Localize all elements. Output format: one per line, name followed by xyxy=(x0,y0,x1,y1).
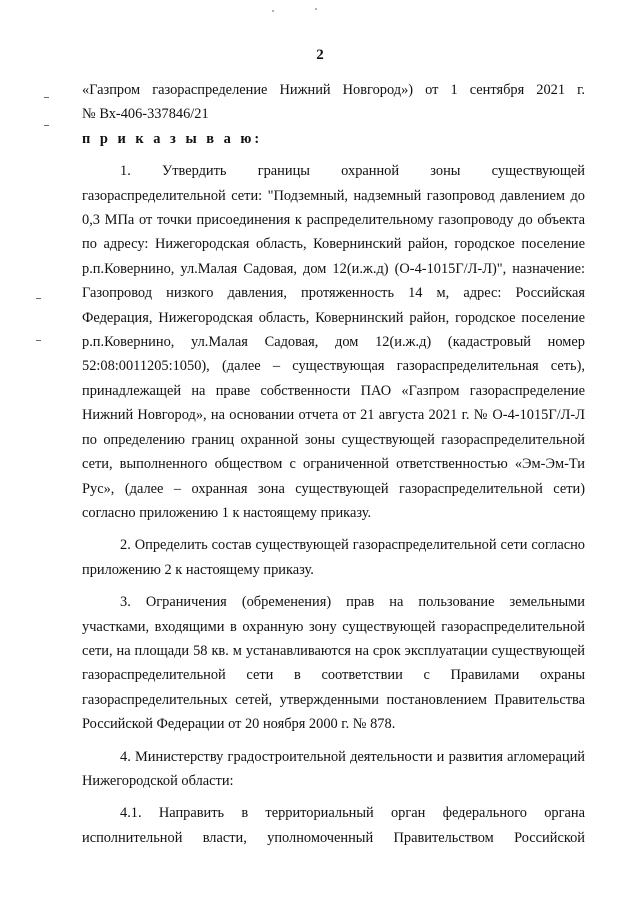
margin-mark xyxy=(44,97,49,98)
margin-mark xyxy=(36,298,41,299)
paragraph-4-1: 4.1. Направить в территориальный орган федерального органа исполнительной власти, уполномоченный Правительством Российской xyxy=(82,805,585,846)
paragraph-4: 4. Министерству градостроительной деятельности и развития агломераций Нижегородской области: xyxy=(82,748,585,789)
paragraph-3: 3. Ограничения (обременения) прав на пользование земельными участками, входящими в охранную зону существующей газораспределительной сети, на площади 58 кв. м устанавливаются на срок эксплуатации существующей газораспределительной сети в соответствии с Правилами охраны газораспределительных сетей, утвержденными постановлением Правительства Российской Федерации от 20 ноября 2000 г. № 878. xyxy=(82,594,585,733)
page-number: 2 xyxy=(316,47,324,63)
scan-speck xyxy=(315,8,317,10)
margin-mark xyxy=(44,125,49,126)
document-body xyxy=(82,78,585,850)
order-word: п р и к а з ы в а ю: xyxy=(82,130,263,147)
margin-mark xyxy=(36,340,41,341)
intro-reference: № Вх-406-337846/21 xyxy=(82,106,209,123)
scan-speck xyxy=(272,10,274,12)
intro-line: «Газпром газораспределение Нижний Новгород») от 1 сентября 2021 г. xyxy=(82,82,585,98)
paragraph-2: 2. Определить состав существующей газораспределительной сети согласно приложению 2 к настоящему приказу. xyxy=(82,537,585,578)
paragraph-1: 1. Утвердить границы охранной зоны существующей газораспределительной сети: "Подземный, надземный газопровод давлением до 0,3 МПа от точки присоединения к распределительному газопроводу до объекта по адресу: Нижегородская область, Ковернинский район, городское поселение р.п.Ковернино, ул.Малая Садовая, дом 12(и.ж.д) (О-4-1015Г/Л-Л)", назначение: Газопровод низкого давления, протяженность 14 м, адрес: Российская Федерация, Нижегородская область, Ковернинский район, городское поселение р.п.Ковернино, ул.Малая Садовая, дом 12(и.ж.д) (кадастровый номер 52:08:0011205:1050), (далее – существующая газораспределительная сеть), принадлежащей на праве собственности ПАО «Газпром газораспределение Нижний Новгород», на основании отчета от 21 августа 2021 г. № О-4-1015Г/Л-Л по определению границ охранной зоны существующей газораспределительной сети, выполненного обществом с ограниченной ответственностью «Эм-Эм-Ти Рус», (далее – охранная зона существующей газораспределительной сети) согласно приложению 1 к настоящему приказу. xyxy=(82,163,585,521)
